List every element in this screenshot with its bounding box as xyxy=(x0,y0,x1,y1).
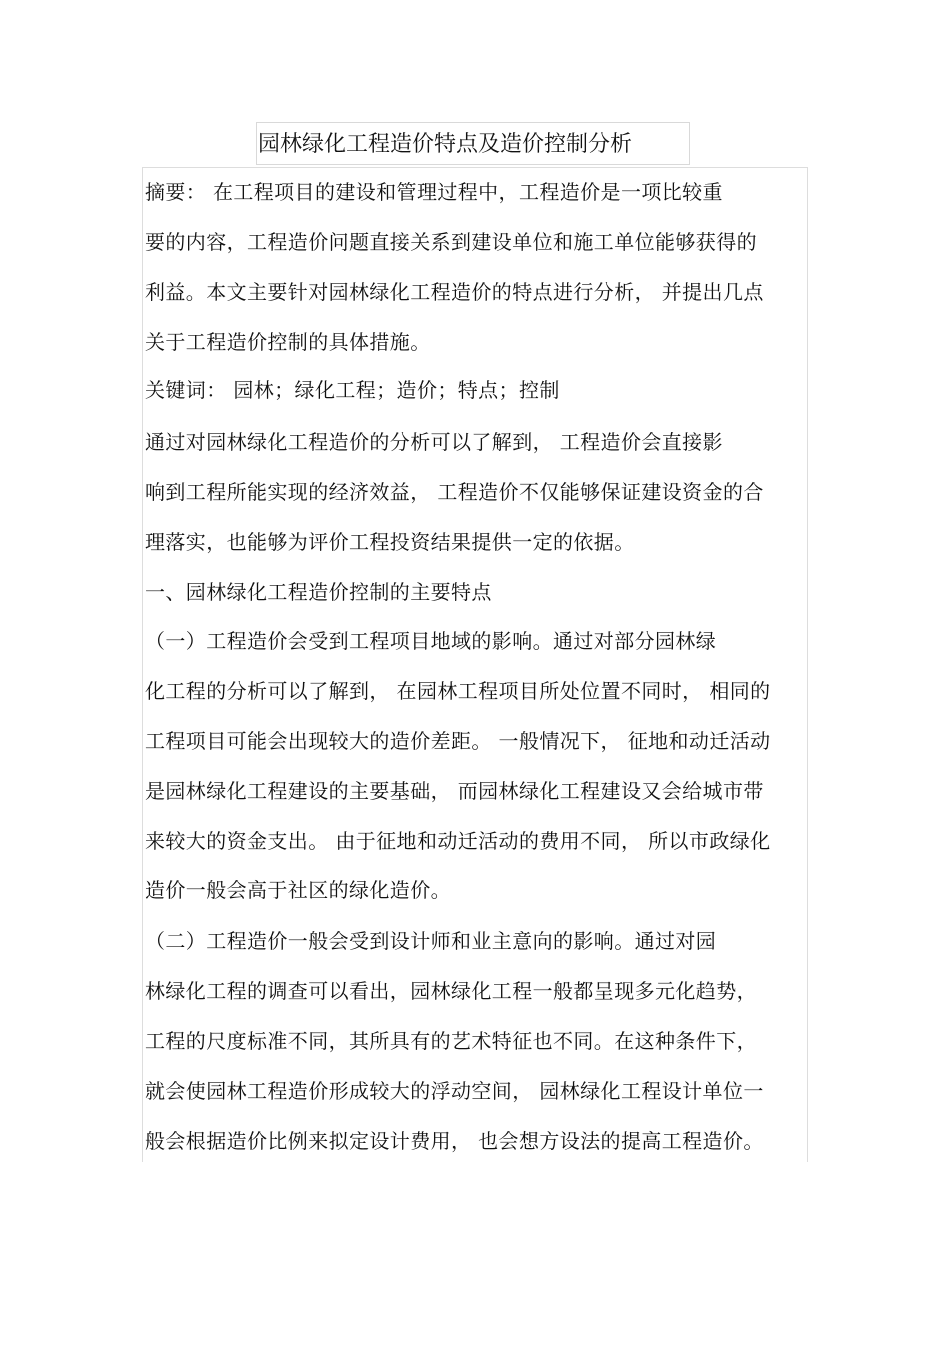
text-line: （二）工程造价一般会受到设计师和业主意向的影响。通过对园 xyxy=(145,929,717,953)
text-line: 化工程的分析可以了解到， 在园林工程项目所处位置不同时， 相同的 xyxy=(145,679,771,703)
section-heading: 一、园林绿化工程造价控制的主要特点 xyxy=(145,580,492,604)
text-line: 般会根据造价比例来拟定设计费用， 也会想方设法的提高工程造价。 xyxy=(145,1129,764,1153)
text-line: 就会使园林工程造价形成较大的浮动空间， 园林绿化工程设计单位一 xyxy=(145,1079,764,1103)
text-line: 是园林绿化工程建设的主要基础， 而园林绿化工程建设又会给城市带 xyxy=(145,779,764,803)
text-line: 利益。本文主要针对园林绿化工程造价的特点进行分析， 并提出几点 xyxy=(145,280,764,304)
document-title: 园林绿化工程造价特点及造价控制分析 xyxy=(258,132,633,157)
text-line: 林绿化工程的调查可以看出，园林绿化工程一般都呈现多元化趋势， xyxy=(145,979,757,1003)
text-line: 来较大的资金支出。 由于征地和动迁活动的费用不同， 所以市政绿化 xyxy=(145,829,771,853)
text-line: 工程的尺度标准不同，其所具有的艺术特征也不同。在这种条件下， xyxy=(145,1029,757,1053)
content-frame xyxy=(142,167,808,1162)
text-line: 要的内容，工程造价问题直接关系到建设单位和施工单位能够获得的 xyxy=(145,230,757,254)
text-line: （一）工程造价会受到工程项目地域的影响。通过对部分园林绿 xyxy=(145,629,717,653)
text-line: 响到工程所能实现的经济效益， 工程造价不仅能够保证建设资金的合 xyxy=(145,480,764,504)
text-line: 工程项目可能会出现较大的造价差距。 一般情况下， 征地和动迁活动 xyxy=(145,729,771,753)
text-line: 造价一般会高于社区的绿化造价。 xyxy=(145,878,451,902)
text-line: 理落实，也能够为评价工程投资结果提供一定的依据。 xyxy=(145,530,635,554)
text-line: 关于工程造价控制的具体措施。 xyxy=(145,330,431,354)
text-line: 摘要： 在工程项目的建设和管理过程中，工程造价是一项比较重 xyxy=(145,180,723,204)
keywords-line: 关键词： 园林；绿化工程；造价；特点；控制 xyxy=(145,378,560,402)
text-line: 通过对园林绿化工程造价的分析可以了解到， 工程造价会直接影 xyxy=(145,430,723,454)
